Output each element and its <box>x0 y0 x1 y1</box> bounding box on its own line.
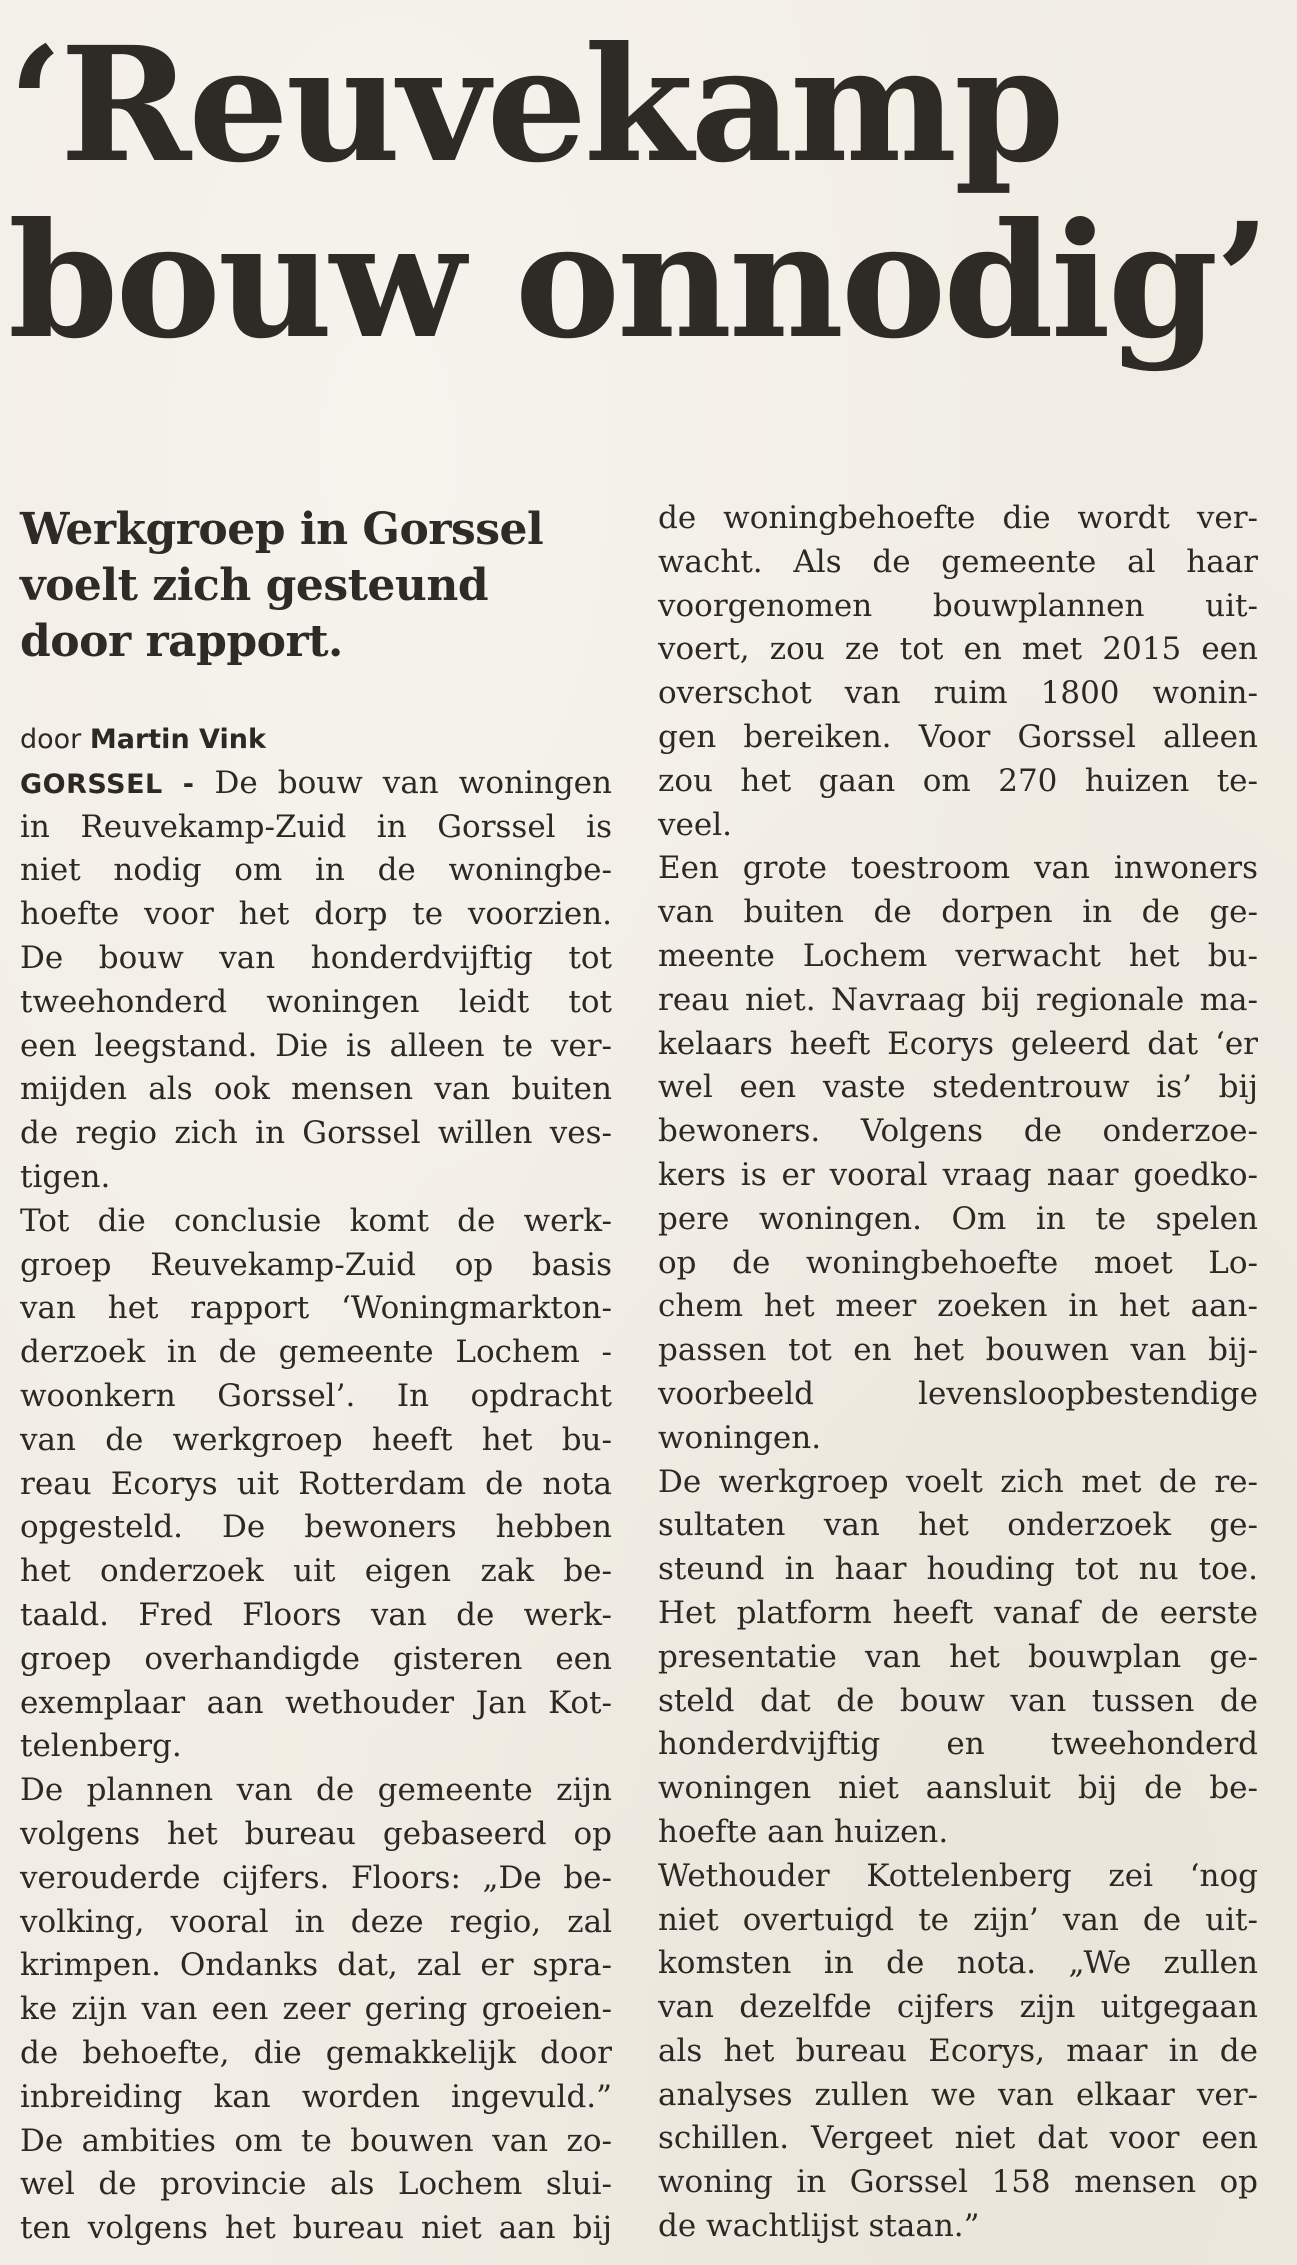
body-line: de woningbehoefte die wordt ver- <box>658 500 1258 536</box>
body-line: honderdvijftig en tweehonderd <box>658 1726 1258 1763</box>
body-line: van buiten de dorpen in de ge- <box>658 894 1258 931</box>
body-line: inbreiding kan worden ingevuld.” <box>20 2078 612 2115</box>
body-line: groep overhandigde gisteren een <box>20 1640 612 1677</box>
body-line: woningen niet aansluit bij de be- <box>658 1770 1258 1807</box>
body-line: komsten in de nota. „We zullen <box>658 1945 1258 1982</box>
body-line: voert, zou ze tot en met 2015 een <box>658 631 1258 668</box>
left-column <box>20 718 612 2251</box>
body-line: veel. <box>658 806 732 843</box>
body-line: woning in Gorssel 158 mensen op <box>658 2164 1258 2201</box>
body-line: telenberg. <box>20 1728 182 1765</box>
body-line: gen bereiken. Voor Gorssel alleen <box>658 718 1258 755</box>
body-line: presentatie van het bouwplan ge- <box>658 1638 1258 1675</box>
body-line: ke zijn van een zeer gering groeien- <box>20 1991 612 2028</box>
body-line: op de woningbehoefte moet Lo- <box>658 1244 1258 1281</box>
body-line: tigen. <box>20 1158 111 1195</box>
body-line: meente Lochem verwacht het bu- <box>658 937 1258 974</box>
body-line: kelaars heeft Ecorys geleerd dat ‘er <box>658 1025 1258 1062</box>
body-line: taald. Fred Floors van de werk- <box>20 1596 612 1633</box>
body-line: in Reuvekamp-Zuid in Gorssel is <box>20 808 612 845</box>
body-line: steund in haar houding tot nu toe. <box>658 1551 1258 1588</box>
body-line: voorgenomen bouwplannen uit- <box>658 587 1258 624</box>
body-line: woonkern Gorssel’. In opdracht <box>20 1377 612 1414</box>
body-line: opgesteld. De bewoners hebben <box>20 1509 612 1546</box>
body-line: sultaten van het onderzoek ge- <box>658 1507 1258 1544</box>
byline-author: Martin Vink <box>89 724 266 755</box>
body-line: De plannen van de gemeente zijn <box>20 1772 612 1809</box>
body-line: reau Ecorys uit Rotterdam de nota <box>20 1465 612 1502</box>
body-line: volgens het bureau gebaseerd op <box>20 1815 612 1852</box>
body-line: zou het gaan om 270 huizen te- <box>658 762 1258 799</box>
body-line: verouderde cijfers. Floors: „De be- <box>20 1859 612 1896</box>
body-line: Een grote toestroom van inwoners <box>658 850 1258 887</box>
body-line: de regio zich in Gorssel willen ves- <box>20 1115 612 1152</box>
byline-prefix: door <box>20 724 82 755</box>
body-line: niet nodig om in de woningbe- <box>20 852 612 889</box>
body-line: voorbeeld levensloopbestendige <box>658 1375 1258 1412</box>
subheadline-line-3: door rapport. <box>20 616 343 667</box>
headline <box>8 13 1288 374</box>
body-line: van het rapport ‘Woningmarkton- <box>20 1290 612 1327</box>
body-line: een leegstand. Die is alleen te ver- <box>20 1027 612 1064</box>
subheadline-line-1: Werkgroep in Gorssel <box>20 504 544 555</box>
body-line: pere woningen. Om in te spelen <box>658 1200 1258 1237</box>
left-column-lines <box>20 806 612 2251</box>
body-line: als het bureau Ecorys, maar in de <box>658 2032 1258 2069</box>
body-line: Wethouder Kottelenberg zei ‘nog <box>658 1857 1258 1894</box>
body-line: woningen. <box>658 1419 822 1456</box>
body-line: passen tot en het bouwen van bij- <box>658 1332 1258 1369</box>
body-line: overschot van ruim 1800 wonin- <box>658 675 1258 712</box>
body-line: wacht. Als de gemeente al haar <box>658 543 1258 580</box>
body-line: groep Reuvekamp-Zuid op basis <box>20 1246 612 1283</box>
headline-line-2: bouw onnodig’ <box>8 189 1268 374</box>
body-line: Tot die conclusie komt de werk- <box>20 1202 612 1239</box>
body-line: de wachtlijst staan.” <box>658 2208 980 2245</box>
body-line: kers is er vooral vraag naar goedko- <box>658 1156 1258 1193</box>
body-line: het onderzoek uit eigen zak be- <box>20 1553 612 1590</box>
body-line: bewoners. Volgens de onderzoe- <box>658 1113 1258 1150</box>
body-line: De werkgroep voelt zich met de re- <box>658 1463 1258 1500</box>
body-line: derzoek in de gemeente Lochem - <box>20 1334 612 1371</box>
body-line: de behoefte, die gemakkelijk door <box>20 2034 612 2071</box>
body-line-text: De bouw van woningen <box>194 764 612 801</box>
body-line: reau niet. Navraag bij regionale ma- <box>658 981 1258 1018</box>
body-line: exemplaar aan wethouder Jan Kot- <box>20 1684 612 1721</box>
body-line: volking, vooral in deze regio, zal <box>20 1903 612 1940</box>
dateline: GORSSEL - <box>20 768 195 800</box>
body-line: De bouw van honderdvijftig tot <box>20 939 612 976</box>
body-line: Het platform heeft vanaf de eerste <box>658 1594 1258 1631</box>
body-line: analyses zullen we van elkaar ver- <box>658 2076 1258 2113</box>
body-line: van de werkgroep heeft het bu- <box>20 1421 612 1458</box>
body-line: steld dat de bouw van tussen de <box>658 1682 1258 1719</box>
body-line: hoefte aan huizen. <box>658 1813 949 1850</box>
body-line: ten volgens het bureau niet aan bij <box>20 2210 612 2247</box>
body-line: wel de provincie als Lochem slui- <box>20 2166 612 2203</box>
body-line <box>20 762 612 806</box>
subheadline <box>20 502 620 670</box>
body-line: niet overtuigd te zijn’ van de uit- <box>658 1901 1258 1938</box>
headline-line-1: ‘Reuvekamp <box>8 13 1062 198</box>
body-line: tweehonderd woningen leidt tot <box>20 983 612 1020</box>
right-column <box>658 497 1258 2249</box>
body-line: De ambities om te bouwen van zo- <box>20 2122 612 2159</box>
body-line: hoefte voor het dorp te voorzien. <box>20 896 612 933</box>
right-column-lines <box>658 497 1258 2249</box>
subheadline-line-2: voelt zich gesteund <box>20 560 489 611</box>
body-line: schillen. Vergeet niet dat voor een <box>658 2120 1258 2157</box>
body-line: mijden als ook mensen van buiten <box>20 1071 612 1108</box>
body-line: krimpen. Ondanks dat, zal er spra- <box>20 1947 612 1984</box>
body-line: van dezelfde cijfers zijn uitgegaan <box>658 1989 1258 2026</box>
byline <box>20 718 612 762</box>
body-line: wel een vaste stedentrouw is’ bij <box>658 1069 1258 1106</box>
body-line: chem het meer zoeken in het aan- <box>658 1288 1258 1325</box>
